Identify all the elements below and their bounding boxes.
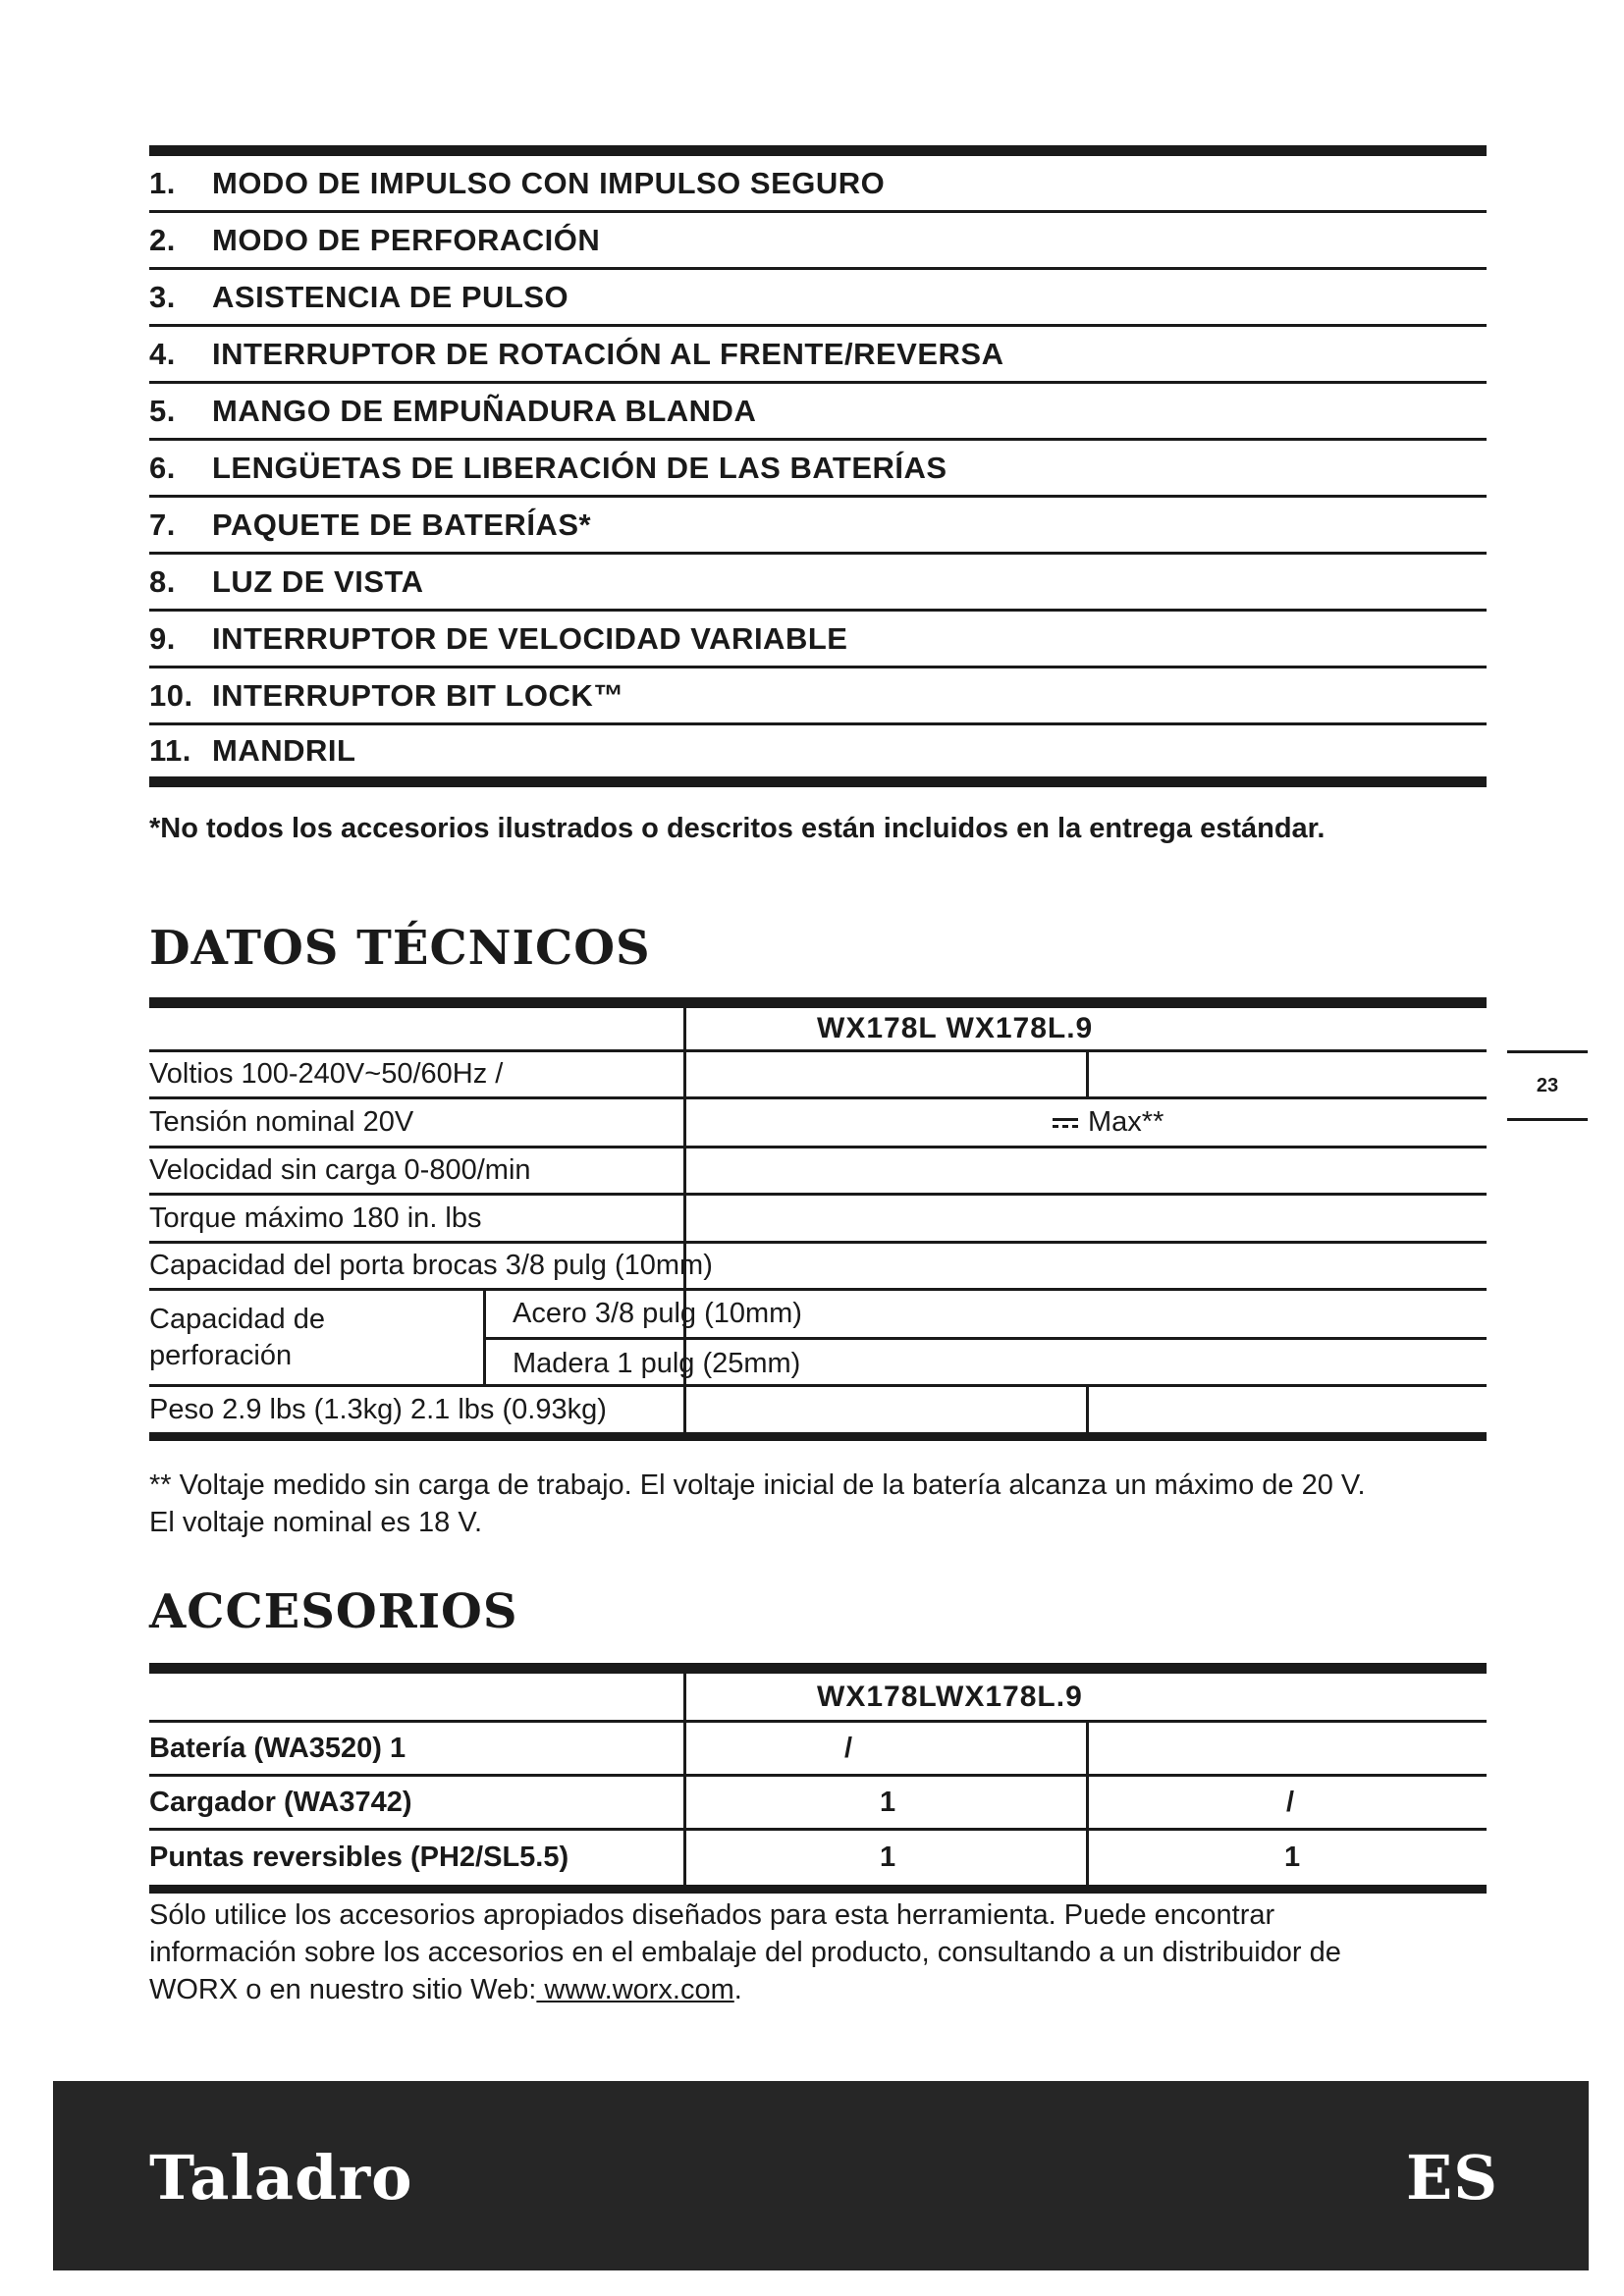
item-cell: Cargador (WA3742) — [149, 1786, 412, 1818]
qty-cell: / — [1286, 1786, 1295, 1818]
item-cell: Puntas reversibles (PH2/SL5.5) — [149, 1842, 569, 1873]
list-item: 6. LENGÜETAS DE LIBERACIÓN DE LAS BATERÍAS — [149, 441, 1487, 498]
footer-title: Taladro — [149, 2142, 413, 2214]
divider — [683, 1148, 686, 1193]
list-item: 8. LUZ DE VISTA — [149, 555, 1487, 612]
table-row — [149, 1291, 1487, 1387]
worx-website-link[interactable]: www.worx.com — [536, 1974, 734, 2005]
chuck-capacity-cell: Capacidad del porta brocas 3/8 pulg (10mm) — [149, 1250, 713, 1281]
voltage-footnote: ** Voltaje medido sin carga de trabajo. El voltaje inicial de la batería alcanza un máximo de 20 V. El voltaje nominal es 18 V. — [149, 1469, 1366, 1538]
accessories-table — [149, 1663, 1487, 1894]
parts-list — [149, 145, 1487, 787]
divider — [683, 1831, 686, 1885]
footer-band — [53, 2081, 1589, 2270]
voltage-cell: Voltios 100-240V~50/60Hz / — [149, 1058, 504, 1090]
list-item: 5. MANGO DE EMPUÑADURA BLANDA — [149, 384, 1487, 441]
table-row — [149, 1099, 1487, 1148]
list-item: 9. INTERRUPTOR DE VELOCIDAD VARIABLE — [149, 612, 1487, 668]
accessories-heading: ACCESORIOS — [149, 1584, 518, 1639]
list-item: 3. ASISTENCIA DE PULSO — [149, 270, 1487, 327]
drill-capacity-label-1: Capacidad de — [149, 1303, 325, 1335]
item-cell: Batería (WA3520) 1 — [149, 1732, 406, 1764]
speed-cell: Velocidad sin carga 0-800/min — [149, 1154, 531, 1186]
dc-symbol-icon — [1053, 1116, 1078, 1130]
divider — [683, 1052, 686, 1096]
rated-voltage-cell: Tensión nominal 20V — [149, 1106, 414, 1138]
divider — [683, 1196, 686, 1241]
table-row — [149, 1777, 1487, 1831]
divider — [683, 1387, 686, 1432]
divider — [683, 1008, 686, 1049]
list-item: 7. PAQUETE DE BATERÍAS* — [149, 498, 1487, 555]
language-code: ES — [1405, 2142, 1498, 2214]
list-item: 11. MANDRIL — [149, 725, 1487, 787]
divider — [683, 1723, 686, 1774]
divider — [1086, 1052, 1089, 1096]
page-number: 23 — [1507, 1050, 1588, 1121]
table-row — [149, 1723, 1487, 1777]
models-header: WX178LWX178L.9 — [817, 1680, 1083, 1713]
divider — [1086, 1387, 1089, 1432]
table-row — [149, 1148, 1487, 1196]
divider — [1086, 1831, 1089, 1885]
accessories-note: Sólo utilice los accesorios apropiados diseñados para esta herramienta. Puede encontrar información sobre los accesorios en el embalaje del producto, consultando a un distribuidor de WORX o en nuestro sitio Web: www.worx.com. — [149, 1899, 1341, 2005]
divider — [1086, 1723, 1089, 1774]
tech-data-heading: DATOS TÉCNICOS — [149, 921, 651, 976]
table-row — [149, 1674, 1487, 1723]
models-header: WX178L WX178L.9 — [817, 1012, 1094, 1044]
qty-cell: 1 — [880, 1786, 896, 1818]
table-row — [149, 1008, 1487, 1052]
accessories-footnote: *No todos los accesorios ilustrados o descritos están incluidos en la entrega estándar. — [149, 813, 1326, 844]
table-row — [149, 1196, 1487, 1244]
table-row — [149, 1387, 1487, 1432]
qty-cell: 1 — [880, 1842, 896, 1873]
table-row — [149, 1831, 1487, 1885]
list-item: 2. MODO DE PERFORACIÓN — [149, 213, 1487, 270]
qty-cell: / — [844, 1732, 853, 1764]
divider — [683, 1099, 686, 1146]
list-item: 4. INTERRUPTOR DE ROTACIÓN AL FRENTE/REVERSA — [149, 327, 1487, 384]
tech-data-table — [149, 997, 1487, 1441]
divider — [1086, 1777, 1089, 1828]
weight-cell: Peso 2.9 lbs (1.3kg) 2.1 lbs (0.93kg) — [149, 1393, 607, 1425]
table-row — [149, 1052, 1487, 1099]
rated-voltage-value: Max** — [1088, 1106, 1164, 1138]
wood-cell: Madera 1 pulg (25mm) — [513, 1347, 801, 1379]
steel-cell: Acero 3/8 pulg (10mm) — [513, 1298, 802, 1329]
qty-cell: 1 — [1284, 1842, 1301, 1873]
table-row — [149, 1244, 1487, 1291]
divider — [683, 1777, 686, 1828]
list-item: 10. INTERRUPTOR BIT LOCK™ — [149, 668, 1487, 725]
list-item: 1. MODO DE IMPULSO CON IMPULSO SEGURO — [149, 156, 1487, 213]
torque-cell: Torque máximo 180 in. lbs — [149, 1201, 482, 1234]
divider — [683, 1674, 686, 1720]
drill-capacity-label-2: perforación — [149, 1339, 293, 1371]
